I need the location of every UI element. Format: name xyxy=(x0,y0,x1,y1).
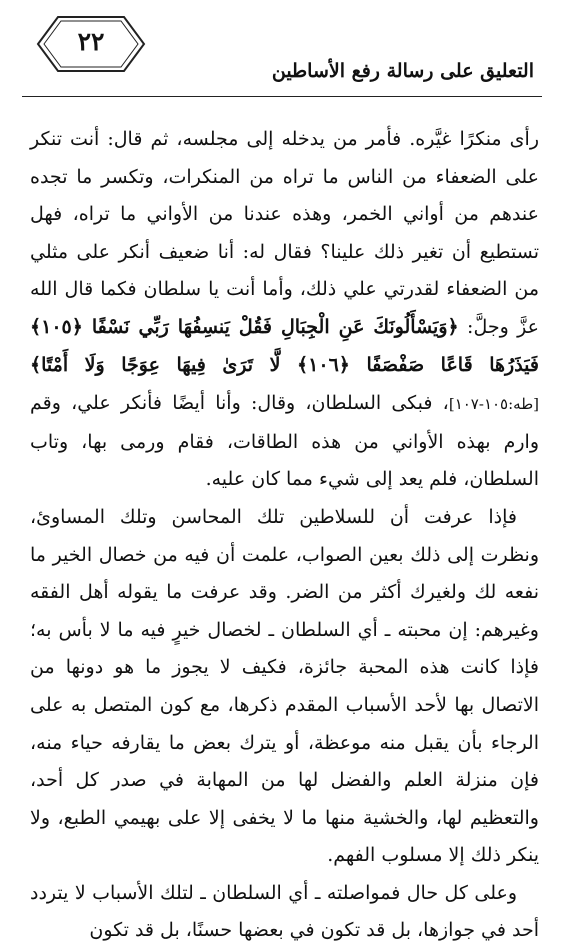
paragraph-1-text-a: رأى منكرًا غيَّره. فأمر من يدخله إلى مجلسه، ثم قال: أنت تنكر على الضعفاء من الناس ما تراه من المنكرات، وتكسر ما تجده عندهم من أواني الخمر، وهذه عندنا من الأواني ما تراه، فهل تستطيع أن تغير ذلك علينا؟ فقال له: أنا ضعيف أنكر على مثلي من الضعفاء لقدرتي علي ذلك، وأما أنت يا سلطان فكما قال الله عزَّ وجلَّ: xyxy=(30,128,539,338)
paragraph-3: وعلى كل حال فمواصلته ـ أي السلطان ـ لتلك الأسباب لا يتردد أحد في جوازها، بل قد تكون في بعضها حسنًا، بل قد تكون xyxy=(30,881,539,942)
paragraph-2: فإذا عرفت أن للسلاطين تلك المحاسن وتلك المساوئ، ونظرت إلى ذلك بعين الصواب، علمت أن فيه من خصال الخير ما نفعه لك ولغيرك أكثر من الضر. وقد عرفت ما يقوله أهل الفقه وغيرهم: إن محبته ـ أي السلطان ـ لخصال خيرٍ فيه ما لا بأس به؛ فإذا كانت هذه المحبة جائزة، فكيف لا يجوز ما هو دونها من الاتصال بها لأحد الأسباب المقدم ذكرها، مع كون المتصل به على الرجاء بأن يقبل منه موعظة، أو يترك بعض ما يقارفه حياء منه، فإن منزلة العلم والفضل لها من المهابة في صدر كل أحد، والتعظيم لها، والخشية منها ما لا يخفى إلا على بهيمي الطبع، ولا ينكر ذلك إلا مسلوب الفهم. xyxy=(30,505,539,867)
running-title: التعليق على رسالة رفع الأساطين xyxy=(271,60,534,82)
verse-reference: [طه:١٠٥-١٠٧] xyxy=(448,395,539,414)
page-number: ٢٢ xyxy=(77,27,105,56)
quran-verse: ﴿وَيَسْأَلُونَكَ عَنِ الْجِبَالِ فَقُلْ يَنسِفُهَا رَبِّي نَسْفًا ﴿١٠٥﴾ فَيَذَرُهَا قَاعًا صَفْصَفًا ﴿١٠٦﴾ لَّا تَرَىٰ فِيهَا عِوَجًا وَلَا أَمْتًا﴾ xyxy=(30,315,539,376)
paragraph-1-text-b: ، فبكى السلطان، وقال: وأنا أيضًا فأنكر علي، وقم وارم بهذه الأواني من هذه الطاقات، فقام ورمى بها، وتاب السلطان، فلم يعد إلى شيء مما كان عليه. xyxy=(30,392,539,491)
page-number-badge xyxy=(32,14,150,74)
page-body xyxy=(30,121,539,950)
paragraph-1 xyxy=(30,121,539,499)
header-rule xyxy=(22,96,542,97)
